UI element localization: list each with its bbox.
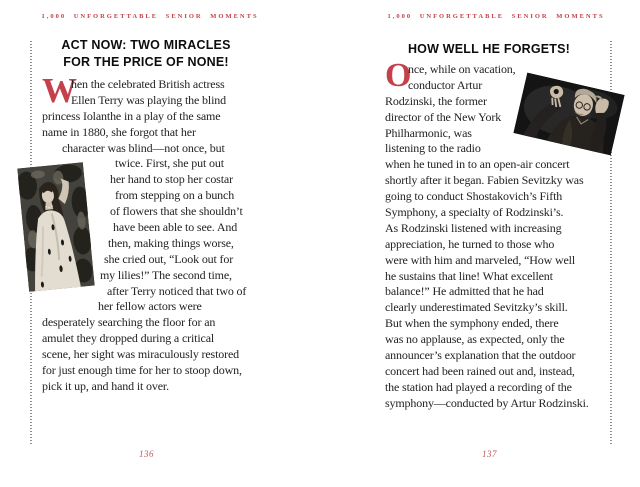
text-line: she cried out, “Look out for [104, 251, 234, 266]
text-line: from stepping on a bunch [115, 188, 235, 203]
text-line: for just enough time for her to stoop down, [42, 363, 242, 378]
text-line: Philharmonic, was [385, 125, 472, 140]
text-line: going to conduct Shostakovich’s Fifth [385, 189, 563, 204]
text-line: character was blind—not once, but [62, 140, 225, 155]
text-line: concert had been rained out and, instead, [385, 363, 575, 378]
running-head-right: 1,000 UNFORGETTABLE SENIOR MOMENTS [387, 13, 605, 20]
text-line: announcer’s explanation that the outdoor [385, 348, 576, 363]
page-number-right: 137 [482, 449, 497, 459]
text-line: when he tuned in to an open-air concert [385, 157, 570, 172]
story-title-left [30, 37, 262, 70]
text-line: As Rodzinski listened with increasing [385, 220, 562, 235]
text-line: nce, while on vacation, [408, 62, 516, 76]
text-line: symphony—conducted by Artur Rodzinski. [385, 395, 589, 410]
drop-cap-w: W [42, 71, 77, 110]
text-line: of flowers that she shouldn’t [110, 204, 243, 219]
text-line: Symphony, a specialty of Rodzinski’s. [385, 205, 564, 220]
text-line: pick it up, and hand it over. [42, 378, 169, 393]
text-line: princess Iolanthe in a play of the same [42, 108, 221, 123]
drop-cap-o: O [385, 57, 412, 94]
text-line: scene, her sight was miraculously restored [42, 347, 239, 362]
page-number-left: 136 [139, 449, 154, 459]
title-line: ACT NOW: TWO MIRACLES [61, 38, 231, 52]
text-line: amulet they dropped during a critical [42, 331, 215, 346]
running-head-left: 1,000 UNFORGETTABLE SENIOR MOMENTS [41, 13, 259, 20]
text-line: were with him and marveled, “How well [385, 252, 576, 267]
text-line: name in 1880, she forgot that her [42, 124, 196, 139]
text-line: director of the New York [385, 109, 502, 124]
story-body-left [42, 71, 251, 395]
text-line: twice. First, she put out [115, 156, 224, 171]
text-line: balance!” He admitted that he had [385, 284, 544, 299]
title-line: FOR THE PRICE OF NONE! [63, 54, 229, 69]
text-line: Ellen Terry was playing the blind [71, 92, 226, 107]
text-line: But when the symphony ended, there [385, 316, 559, 331]
text-line: desperately searching the floor for an [42, 315, 216, 330]
text-line: have been able to see. And [113, 220, 238, 235]
text-line: clearly underestimated Sevitzky’s skill. [385, 300, 568, 315]
text-line: Rodzinski, the former [385, 93, 487, 108]
story-title-right [381, 41, 597, 58]
title-line: HOW WELL HE FORGETS! [407, 42, 571, 56]
text-line: was no applause, as expected, only the [385, 332, 565, 347]
story-body-right [385, 57, 594, 412]
text-line: her hand to stop her costar [110, 172, 233, 187]
text-line: appreciation, he turned to those who [385, 236, 555, 251]
text-line: shortly after it began. Fabien Sevitzky was [385, 173, 584, 188]
text-line: he sustains that line! What excellent [385, 268, 553, 283]
text-line: hen the celebrated British actress [71, 77, 225, 91]
text-line: the station had played a recording of the [385, 379, 572, 394]
text-line: after Terry noticed that two of [107, 283, 247, 298]
text-line: my lilies!” The second time, [100, 267, 232, 282]
text-line: her fellow actors were [98, 299, 202, 314]
text-line: then, making things worse, [108, 235, 234, 250]
text-line: listening to the radio [385, 141, 481, 156]
text-line: conductor Artur [408, 77, 483, 92]
